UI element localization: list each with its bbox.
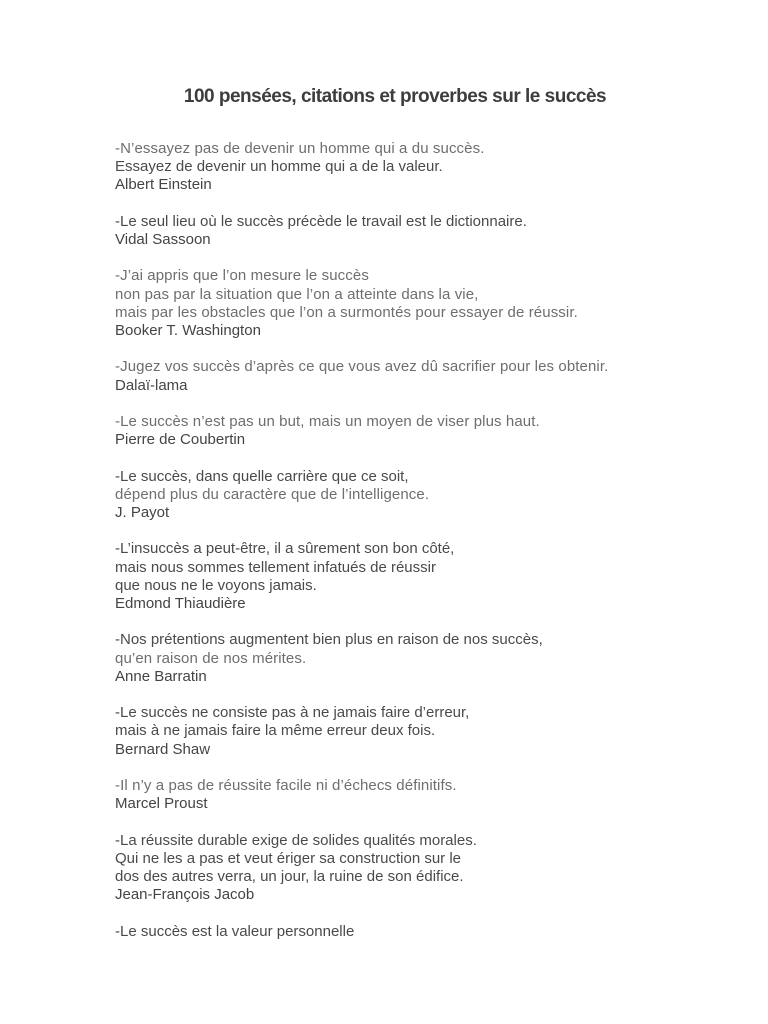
quote-block [115, 267, 735, 340]
quote-block [115, 777, 735, 813]
quote-block [115, 923, 735, 941]
quote-line: non pas par la situation que l’on a atteinte dans la vie, [115, 285, 479, 303]
quote-author: Booker T. Washington [115, 322, 261, 339]
quote-line: -Le succès n’est pas un but, mais un moyen de viser plus haut. [115, 412, 540, 430]
quote-author: Dalaï-lama [115, 376, 188, 394]
quote-line: mais par les obstacles que l’on a surmontés pour essayer de réussir. [115, 303, 578, 321]
quote-block [115, 540, 735, 613]
quote-line: mais à ne jamais faire la même erreur deux fois. [115, 722, 436, 740]
quote-line: dépend plus du caractère que de l’intelligence. [115, 485, 430, 503]
page-title: 100 pensées, citations et proverbes sur le succès [183, 86, 607, 107]
quote-list [115, 140, 735, 959]
quote-author: Albert Einstein [115, 176, 212, 194]
quote-author: Anne Barratin [115, 667, 207, 685]
quote-author: Jean-François Jacob [115, 886, 255, 904]
quote-author: Bernard Shaw [115, 740, 211, 758]
quote-block [115, 631, 735, 686]
quote-line: que nous ne le voyons jamais. [115, 576, 317, 594]
quote-author: Marcel Proust [115, 795, 208, 813]
quote-line: -Il n’y a pas de réussite facile ni d’échecs définitifs. [115, 776, 457, 794]
quote-line: -Le succès, dans quelle carrière que ce soit, [115, 467, 409, 485]
quote-author: J. Payot [115, 503, 170, 521]
quote-line: qu’en raison de nos mérites. [115, 649, 307, 667]
quote-block [115, 358, 735, 394]
quote-block [115, 832, 735, 905]
quote-line: -J’ai appris que l’on mesure le succès [115, 267, 369, 285]
quote-line: Qui ne les a pas et veut ériger sa construction sur le [115, 849, 462, 867]
quote-block [115, 704, 735, 759]
quote-line: mais nous sommes tellement infatués de réussir [115, 558, 436, 576]
quote-line: -Jugez vos succès d’après ce que vous avez dû sacrifier pour les obtenir. [115, 358, 609, 376]
quote-block [115, 413, 735, 449]
quote-line: -Le seul lieu où le succès précède le travail est le dictionnaire. [115, 212, 527, 230]
quote-line: -N’essayez pas de devenir un homme qui a du succès. [115, 140, 485, 157]
quote-line: -La réussite durable exige de solides qualités morales. [115, 831, 477, 849]
quote-author: Vidal Sassoon [115, 231, 211, 248]
quote-line: -Nos prétentions augmentent bien plus en raison de nos succès, [115, 631, 543, 649]
quote-block [115, 213, 735, 249]
quote-author: Pierre de Coubertin [115, 431, 246, 449]
quote-line: dos des autres verra, un jour, la ruine de son édifice. [115, 867, 464, 885]
quote-line: -Le succès ne consiste pas à ne jamais faire d’erreur, [115, 704, 470, 722]
quote-block [115, 140, 735, 195]
quote-author: Edmond Thiaudière [115, 594, 246, 612]
quote-line: -L’insuccès a peut-être, il a sûrement son bon côté, [115, 540, 455, 558]
quote-line: Essayez de devenir un homme qui a de la valeur. [115, 158, 443, 176]
quote-block [115, 468, 735, 523]
quote-line: -Le succès est la valeur personnelle [115, 922, 355, 940]
